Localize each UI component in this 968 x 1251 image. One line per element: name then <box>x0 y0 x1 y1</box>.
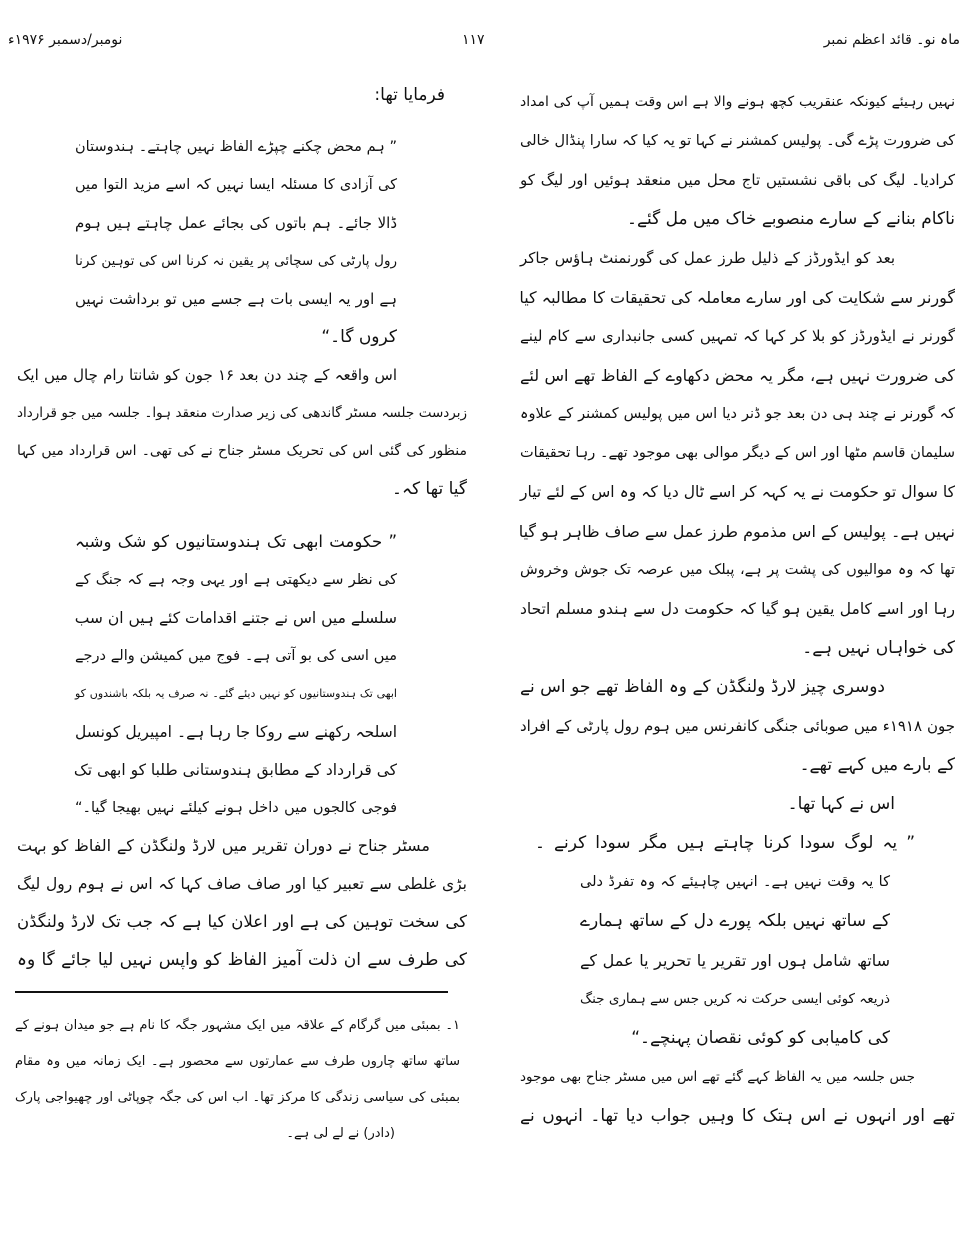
quote-line: کا یہ وقت نہیں ہے۔ انہیں چاہیئے کہ وہ تفرڈ دلی <box>580 874 890 890</box>
text-line: منظور کی گئی اس کی تحریک مسٹر جناح نے کی تھی۔ اس قرارداد میں کہا <box>17 443 467 459</box>
text-line: بڑی غلطی سے تعبیر کیا اور صاف صاف کہا کہ اس نے ہوم رول لیگ <box>17 875 467 893</box>
text-line: نہیں ہے۔ پولیس کے اس مذموم طرز عمل سے صاف ظاہر ہو گیا <box>518 522 955 541</box>
quote-line: ذریعہ کوئی ایسی حرکت نہ کریں جس سے ہماری جنگ <box>580 991 890 1007</box>
text-line: سلیمان قاسم مٹھا اور اس کے دیگر موالی بھی موجود تھے۔ رہا تحقیقات <box>520 445 955 461</box>
quote-line: ابھی تک ہندوستانیوں کو نہیں دیئے گئے۔ نہ صرف یہ بلکہ باشندوں کو <box>75 687 397 700</box>
quote-line: کی قرارداد کے مطابق ہندوستانی طلبا کو ابھی تک <box>73 761 397 779</box>
quote-line: ڈالا جائے۔ ہم باتوں کی بجائے عمل چاہتے ہیں ہوم <box>75 214 397 232</box>
quote-line: رول پارٹی کی سچائی پر یقین نہ کرنا اس کی توہین کرنا <box>75 253 397 269</box>
text-line: کی خواہاں نہیں ہے۔ <box>802 638 955 658</box>
text-line: تھے اور انہوں نے اس ہتک کا وہیں جواب دیا تھا۔ انہوں نے <box>520 1106 955 1126</box>
text-line: اس نے کہا تھا۔ <box>787 794 895 814</box>
quote-line: اسلحہ رکھنے سے روکا جا رہا ہے۔ امپیریل کونسل <box>75 723 397 741</box>
text-line: کی سخت توہین کی ہے اور اعلان کیا ہے کہ جب تک لارڈ ولنگڈن <box>17 912 467 931</box>
text-line: مسٹر جناح نے دوران تقریر میں لارڈ ولنگڈن کے الفاظ کو بہت <box>17 836 430 855</box>
quote-line: کے ساتھ نہیں بلکہ پورے دل کے ساتھ ہمارے <box>580 911 890 931</box>
text-line: کی طرف سے ان ذلت آمیز الفاظ کو واپس نہیں لیا جائے گا وہ <box>17 950 467 970</box>
text-line: ناکام بنانے کے سارے منصوبے خاک میں مل گئے۔ <box>627 209 955 229</box>
quote-line: ہے اور یہ ایسی بات ہے جسے میں تو برداشت نہیں <box>75 290 397 308</box>
right-column <box>520 83 955 1136</box>
footnotes <box>15 1008 460 1152</box>
text-line: جس جلسہ میں یہ الفاظ کہے گئے تھے اس میں مسٹر جناح بھی موجود <box>520 1069 915 1085</box>
text-line: کے بارے میں کہے تھے۔ <box>799 755 955 775</box>
footnote-line: ۱۔ بمبئی میں گرگام کے علاقہ میں ایک مشہور جگہ کا نام ہے جو میدان ہونے کے <box>15 1018 460 1033</box>
text-line: کی ضرورت نہیں ہے، مگر یہ محض دکھاوے کے الفاظ تھے اس لئے <box>520 366 955 385</box>
text-line: فرمایا تھا: <box>374 85 445 105</box>
quote-line: فوجی کالجوں میں داخل ہونے کیلئے نہیں بھیجا گیا۔“ <box>75 800 397 816</box>
quote-line: کروں گا۔“ <box>321 327 397 347</box>
quote-line: کی کامیابی کو کوئی نقصان پہنچے۔“ <box>631 1028 890 1048</box>
text-line: جون ۱۹۱۸ء میں صوبائی جنگی کانفرنس میں ہوم رول پارٹی کے افراد <box>520 717 955 735</box>
text-line: زبردست جلسہ مسٹر گاندھی کی زیر صدارت منعقد ہوا۔ جلسہ میں جو قرارداد <box>17 405 467 421</box>
text-line: کا سوال تو حکومت نے یہ کہہ کر اسے ٹال دیا کہ وہ اس کے لئے تیار <box>520 483 955 501</box>
footnote-line: ساتھ ساتھ چاروں طرف سے عمارتوں سے محصور ہے۔ ایک زمانہ میں وہ مقام <box>15 1054 460 1069</box>
text-line: کی ضرورت پڑے گی۔ پولیس کمشنر نے کہا تو یہ کیا کہ سارا پنڈال خالی <box>520 133 955 149</box>
text-line: نہیں رہیئے کیونکہ عنقریب کچھ ہونے والا ہے اس وقت ہمیں آپ کی امداد <box>520 94 955 110</box>
footnote-divider <box>15 991 448 993</box>
quote-line: ” یہ لوگ سودا کرنا چاہتے ہیں مگر سودا کرنے ۔ <box>535 833 915 853</box>
page-number: ۱۱۷ <box>462 32 485 48</box>
journal-title: ماہ نو۔ قائد اعظم نمبر <box>823 32 960 48</box>
issue-date: نومبر/دسمبر ۱۹۷۶ء <box>8 32 123 48</box>
quote-line: کی نظر سے دیکھتی ہے اور یہی وجہ ہے کہ جنگ کے <box>75 572 397 588</box>
quote-line: کی آزادی کا مسئلہ ایسا نہیں کہ اسے مزید التوا میں <box>75 177 397 193</box>
text-line: بعد کو ایڈورڈز کے ذلیل طرز عمل کی گورنمنٹ ہاؤس جاکر <box>520 249 895 267</box>
quote-line: میں اسی کی بو آتی ہے۔ فوج میں کمیشن والے درجے <box>75 648 397 664</box>
text-line: تھا کہ وہ موالیوں کی پشت پر ہے، پبلک میں عرصہ تک جوش وخروش <box>520 562 955 578</box>
text-line: دوسری چیز لارڈ ولنگڈن کے وہ الفاظ تھے جو اس نے <box>520 677 885 697</box>
text-line: کرادیا۔ لیگ کی باقی نشستیں تاج محل میں منعقد ہوئیں اور لیگ کو <box>520 171 955 189</box>
text-line: گورنر نے ایڈورڈز کو بلا کر کہا کہ تمہیں کسی جانبداری سے کام لینے <box>520 327 955 345</box>
footnote-line: بمبئی کی سیاسی زندگی کا مرکز تھا۔ اب اس کی جگہ چوپاٹی اور چھیواجی پارک <box>15 1090 460 1105</box>
text-line: گیا تھا کہ۔ <box>392 479 467 499</box>
text-line: رہا اور اسے کامل یقین ہو گیا کہ حکومت دل سے ہندو مسلم اتحاد <box>520 600 955 618</box>
left-column <box>17 76 467 979</box>
text-line: اس واقعہ کے چند دن بعد ۱۶ جون کو شانتا رام چال میں ایک <box>17 366 397 384</box>
quote-line: سلسلے میں اس نے جتنے اقدامات کئے ہیں ان سب <box>74 609 397 627</box>
text-line: کہ گورنر نے چند ہی دن بعد جو ڈنر دیا اس میں پولیس کمشنر کے علاوہ <box>520 406 955 422</box>
quote-line: ” حکومت ابھی تک ہندوستانیوں کو شک وشبہ <box>75 532 397 551</box>
text-line: گورنر سے شکایت کی اور سارے معاملہ کی تحقیقات کا مطالبہ کیا <box>519 288 955 307</box>
footnote-line: (دادر) نے لے لی ہے۔ <box>286 1126 395 1141</box>
quote-line: ساتھ شامل ہوں اور تقریر یا تحریر یا عمل کے <box>580 951 890 970</box>
quote-line: ” ہم محض چکنے چپڑے الفاظ نہیں چاہتے۔ ہندوستان <box>75 139 397 155</box>
